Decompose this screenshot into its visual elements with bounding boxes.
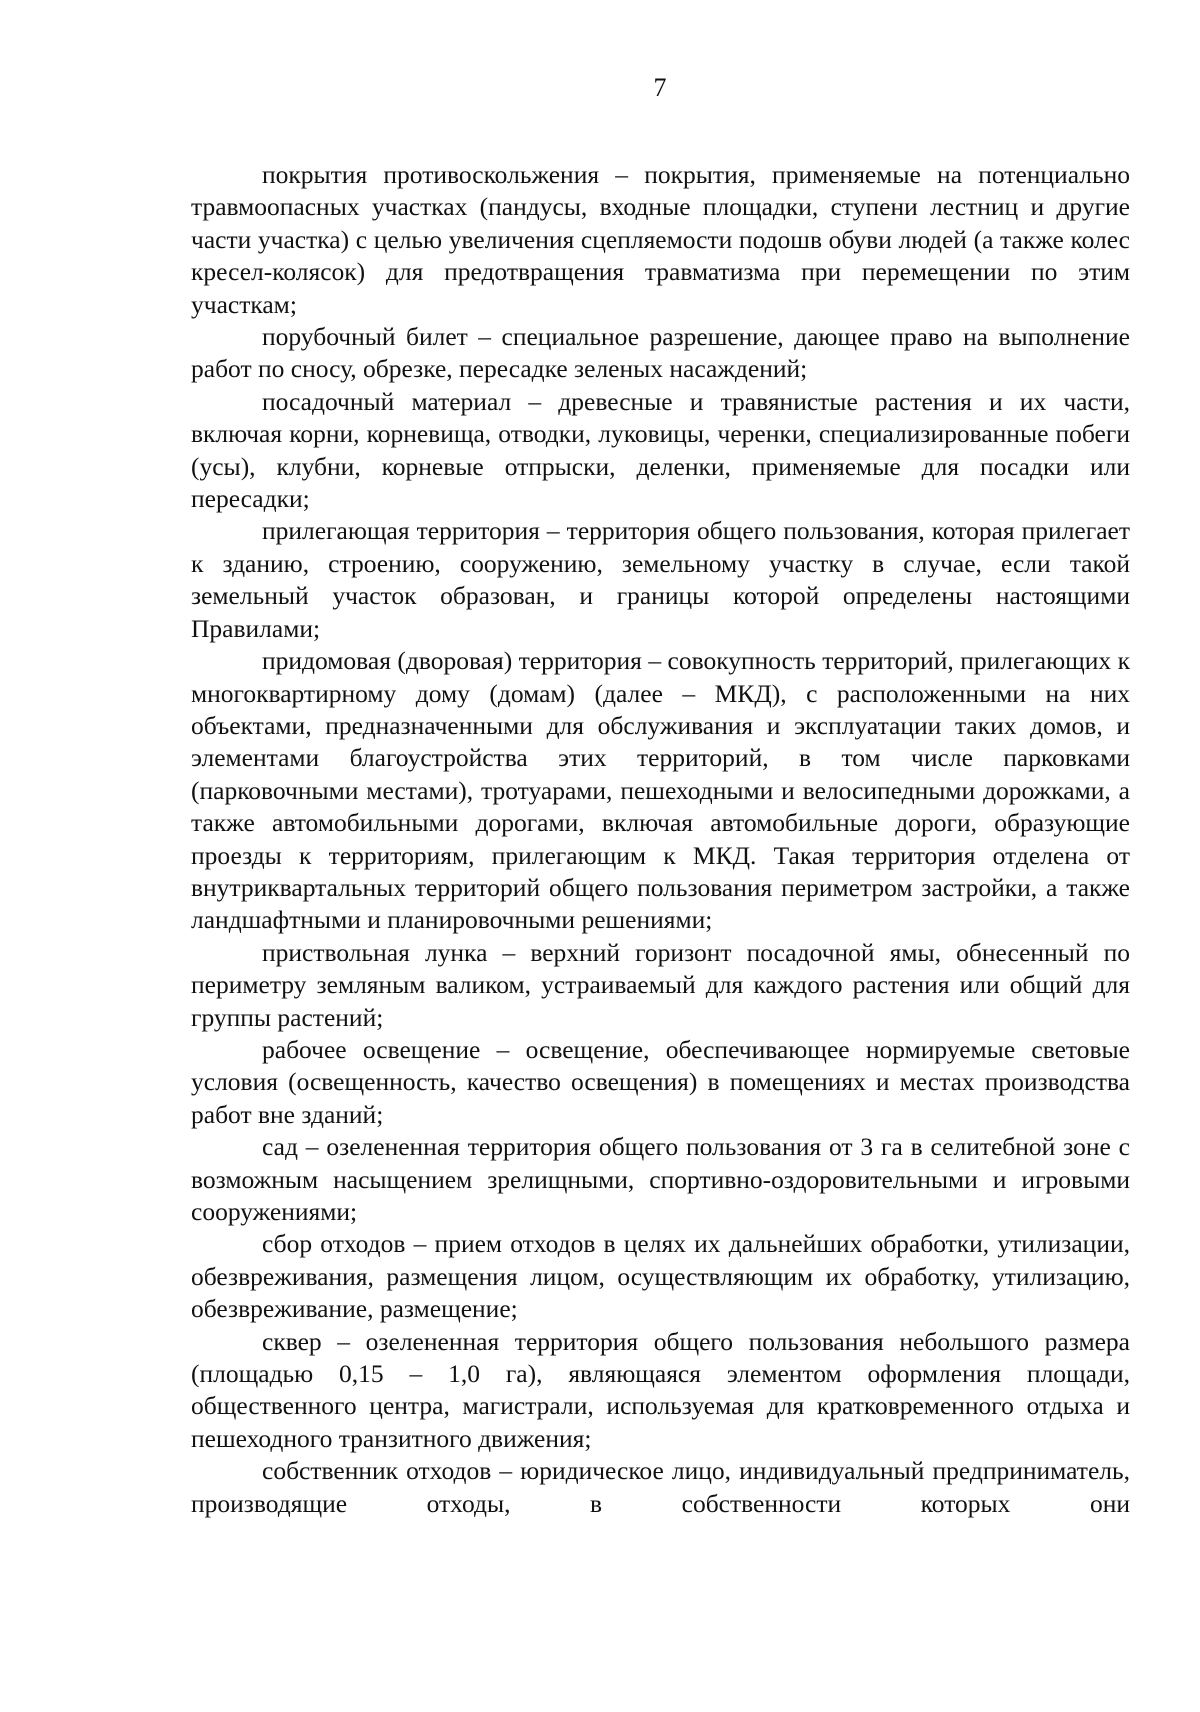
definition-tree-pit: приствольная лунка – верхний горизонт посадочной ямы, обнесенный по периметру земляным валиком, устраиваемый для каждого растения или общий для группы растений; <box>191 937 1130 1032</box>
definition-waste-collection: сбор отходов – прием отходов в целях их дальнейших обработки, утилизации, обезвреживания, размещения лицом, осуществляющим их обработку, утилизацию, обезвреживание, размещение; <box>191 1229 1130 1324</box>
document-body <box>191 159 1130 1520</box>
definition-house-territory: придомовая (дворовая) территория – совокупность территорий, прилегающих к многоквартирному дому (домам) (далее – МКД), с расположенными на них объектами, предназначенными для обслуживания и эксплуатации таких домов, и элементами благоустройства этих территорий, в том числе парковками (парковочными местами), тротуарами, пешеходными и велосипедными дорожками, а также автомобильными дорогами, включая автомобильные дороги, образующие проезды к территориям, прилегающим к МКД. Такая территория отделена от внутриквартальных территорий общего пользования периметром застройки, а также ландшафтными и планировочными решениями; <box>191 646 1130 935</box>
definition-garden: сад – озелененная территория общего пользования от 3 га в селитебной зоне с возможным насыщением зрелищными, спортивно-оздоровительными и игровыми сооружениями; <box>191 1132 1130 1226</box>
definition-planting-material: посадочный материал – древесные и травянистые растения и их части, включая корни, корневища, отводки, луковицы, черенки, специализированные побеги (усы), клубни, корневые отпрыски, деленки, применяемые для посадки или пересадки; <box>191 386 1130 514</box>
definition-public-square: сквер – озелененная территория общего пользования небольшого размера (площадью 0,15 – 1,0 га), являющаяся элементом оформления площади, общественного центра, магистрали, используемая для кратковременного отдыха и пешеходного транзитного движения; <box>191 1326 1130 1453</box>
page-number: 7 <box>653 73 667 102</box>
definition-felling-ticket: порубочный билет – специальное разрешение, дающее право на выполнение работ по сносу, обрезке, пересадке зеленых насаждений; <box>191 322 1130 384</box>
definition-waste-owner: собственник отходов – юридическое лицо, индивидуальный предприниматель, производящие отходы, в собственности которых они <box>191 1456 1130 1518</box>
definition-adjacent-territory: прилегающая территория – территория общего пользования, которая прилегает к зданию, строению, сооружению, земельному участку в случае, если такой земельный участок образован, и границы которой определены настоящими Правилами; <box>191 516 1130 643</box>
definition-work-lighting: рабочее освещение – освещение, обеспечивающее нормируемые световые условия (освещенность, качество освещения) в помещениях и местах производства работ вне зданий; <box>191 1034 1130 1129</box>
definition-anti-slip-coating: покрытия противоскольжения – покрытия, применяемые на потенциально травмоопасных участках (пандусы, входные площадки, ступени лестниц и другие части участка) с целью увеличения сцепляемости подошв обуви людей (а также колес кресел-колясок) для предотвращения травматизма при перемещении по этим участкам; <box>191 160 1130 319</box>
